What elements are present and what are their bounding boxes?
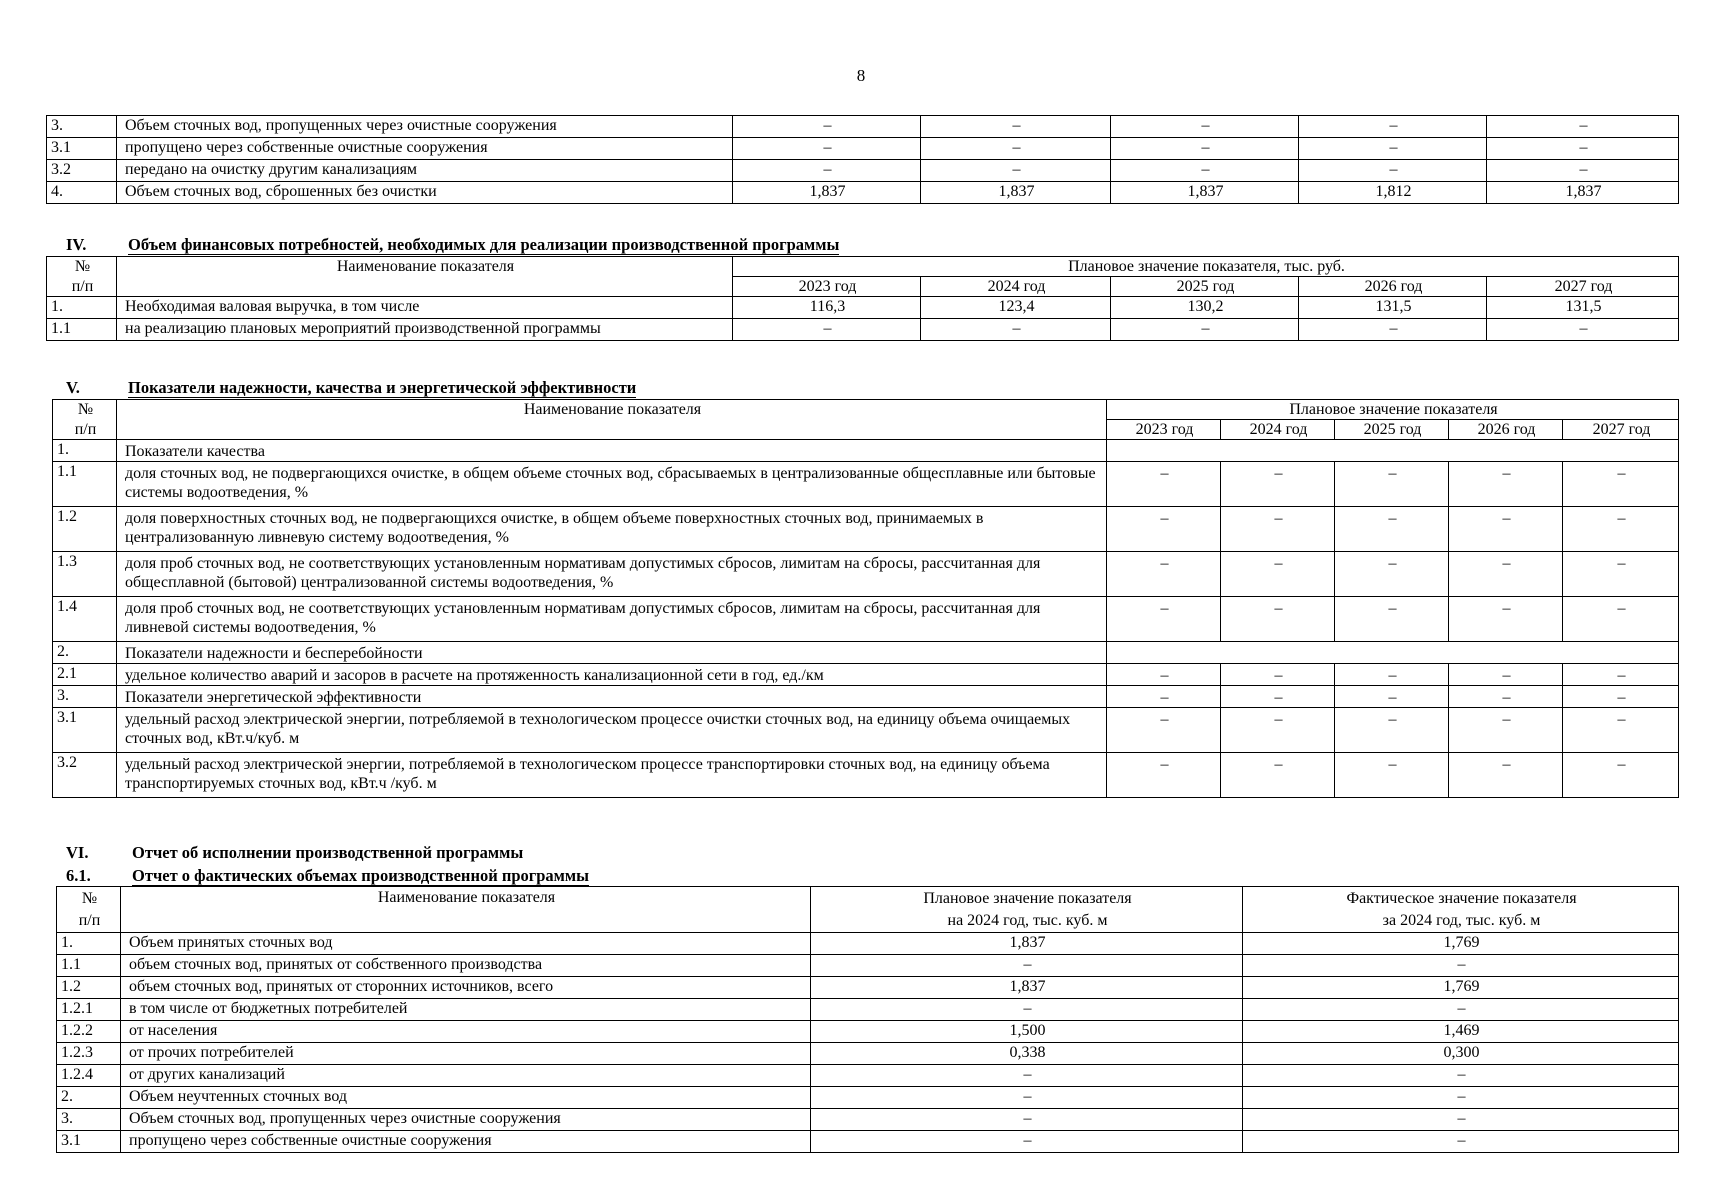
plan-value-cell: 1,837 [811,933,1243,955]
value-cell: – [921,116,1111,138]
value-cell: – [1449,597,1563,642]
row-number: 1.1 [53,462,117,507]
row-number: 1.2.4 [57,1065,121,1087]
value-cell: 131,5 [1487,297,1679,319]
year-header: 2027 год [1487,277,1679,297]
value-cell: – [1563,686,1679,708]
fact-value-cell: – [1243,955,1679,977]
value-cell: – [1563,753,1679,798]
table-row [57,1043,1679,1065]
col-plan-header: Плановое значение показателя [1107,400,1679,420]
row-name: Объем неучтенных сточных вод [121,1087,811,1109]
year-header: 2027 год [1563,420,1679,440]
row-number: 1. [47,297,117,319]
row-name: Показатели энергетической эффективности [117,686,1107,708]
value-cell: – [1335,753,1449,798]
col-num-header [57,887,121,933]
row-name: пропущено через собственные очистные сооружения [117,138,733,160]
row-number: 3.1 [57,1131,121,1153]
col-fact-header [1243,887,1679,933]
row-name: передано на очистку другим канализациям [117,160,733,182]
value-cell: – [1107,708,1221,753]
row-name: Необходимая валовая выручка, в том числе [117,297,733,319]
row-name: Объем сточных вод, пропущенных через очистные сооружения [121,1109,811,1131]
table-row [53,753,1679,798]
row-name: в том числе от бюджетных потребителей [121,999,811,1021]
row-number: 2.1 [53,664,117,686]
value-cell: 1,837 [1487,182,1679,204]
plan-value-cell: 0,338 [811,1043,1243,1065]
fact-value-cell: – [1243,1131,1679,1153]
value-cell: 131,5 [1299,297,1487,319]
row-name: объем сточных вод, принятых от сторонних источников, всего [121,977,811,999]
col-num-header: № [53,400,117,420]
value-cell: – [1563,462,1679,507]
value-cell: – [1449,753,1563,798]
value-cell: – [1335,462,1449,507]
table-row [47,116,1679,138]
value-cell: – [1221,552,1335,597]
row-name: Показатели качества [117,440,1107,462]
value-cell: – [1563,552,1679,597]
plan-value-cell: – [811,999,1243,1021]
value-cell: – [1221,664,1335,686]
table-row [53,440,1679,462]
value-cell: – [1107,462,1221,507]
row-name: доля проб сточных вод, не соответствующих установленным нормативам допустимых сбросов, лимитам на сбросы, рассчитанная для общесплавной (бытовой) централизованной системы водоотведения, % [117,552,1107,597]
col-plan-header [811,887,1243,933]
row-number: 3.2 [47,160,117,182]
value-cell: – [1335,686,1449,708]
row-number: 3. [47,116,117,138]
row-number: 3.1 [53,708,117,753]
value-cell: – [921,319,1111,341]
value-cell: – [733,138,921,160]
row-name: Объем сточных вод, пропущенных через очистные сооружения [117,116,733,138]
value-cell: – [1335,552,1449,597]
value-cell: – [1221,597,1335,642]
row-name: от других канализаций [121,1065,811,1087]
value-cell: – [1487,160,1679,182]
table-row [53,507,1679,552]
col-num-header-line2: п/п [47,277,117,297]
value-cell: – [1449,507,1563,552]
value-cell: – [1335,664,1449,686]
row-number: 2. [57,1087,121,1109]
value-cell: – [1299,319,1487,341]
row-number: 1.2.2 [57,1021,121,1043]
value-cell: – [1107,686,1221,708]
col-num-header: № [47,257,117,277]
table-row [53,552,1679,597]
table-iii-continued [46,115,1679,204]
year-header: 2023 год [733,277,921,297]
row-name: на реализацию плановых мероприятий производственной программы [117,319,733,341]
value-cell: 130,2 [1111,297,1299,319]
col-num-header-line1: № [81,890,98,907]
value-cell: – [1563,597,1679,642]
table-row [47,182,1679,204]
table-row [53,642,1679,664]
year-header: 2026 год [1449,420,1563,440]
row-name: объем сточных вод, принятых от собственного производства [121,955,811,977]
value-cell: – [1449,708,1563,753]
plan-value-cell: – [811,1109,1243,1131]
table-row [57,999,1679,1021]
table-row [53,664,1679,686]
year-header: 2025 год [1111,277,1299,297]
value-cell: – [1299,138,1487,160]
section-v-heading [66,378,866,400]
col-num-header-line2: п/п [53,420,117,440]
row-number: 1. [57,933,121,955]
fact-value-cell: – [1243,1109,1679,1131]
value-cell: – [1487,116,1679,138]
value-cell: – [1449,664,1563,686]
section-title: Отчет об исполнении производственной программы [132,843,524,862]
plan-value-cell: – [811,1087,1243,1109]
value-cell: – [1299,160,1487,182]
value-cell: 1,837 [733,182,921,204]
table-row [57,933,1679,955]
col-fact-header-line1: Фактическое значение показателя [1346,890,1577,907]
table-row [53,597,1679,642]
section-number: V. [66,378,80,397]
value-cell: 1,812 [1299,182,1487,204]
table-row [57,1021,1679,1043]
section-vi-heading [66,843,866,863]
value-cell: 1,837 [921,182,1111,204]
year-header: 2024 год [921,277,1111,297]
row-name: доля сточных вод, не подвергающихся очистке, в общем объеме сточных вод, сбрасываемых в централизованные общесплавные или бытовые системы водоотведения, % [117,462,1107,507]
value-cell: – [1107,753,1221,798]
fact-value-cell: – [1243,1087,1679,1109]
value-cell: – [1449,552,1563,597]
section-title: Показатели надежности, качества и энергетической эффективности [128,378,637,397]
section-title: Объем финансовых потребностей, необходимых для реализации производственной программы [128,235,840,254]
row-number: 1.2 [57,977,121,999]
value-cell: – [1221,686,1335,708]
value-cell: – [921,138,1111,160]
section-number: VI. [66,843,89,862]
value-cell: – [1335,597,1449,642]
value-cell: – [1449,686,1563,708]
row-name: доля поверхностных сточных вод, не подвергающихся очистке, в общем объеме поверхностных сточных вод, принимаемых в централизованную ливневую систему водоотведения, % [117,507,1107,552]
value-cell: – [1563,708,1679,753]
col-name-header: Наименование показателя [117,257,733,277]
value-cell: – [1221,708,1335,753]
value-cell: – [733,116,921,138]
row-number: 1.1 [57,955,121,977]
row-name: Объем принятых сточных вод [121,933,811,955]
value-cell: 123,4 [921,297,1111,319]
col-name-header-cont [117,420,1107,440]
row-number: 1.2.3 [57,1043,121,1065]
row-number: 1.2.1 [57,999,121,1021]
row-number: 3.2 [53,753,117,798]
subsection-title: Отчет о фактических объемах производственной программы [132,866,590,885]
value-cell: – [1111,160,1299,182]
row-name: от прочих потребителей [121,1043,811,1065]
row-number: 4. [47,182,117,204]
row-number: 3. [57,1109,121,1131]
value-cell: – [1221,753,1335,798]
plan-value-cell: – [811,955,1243,977]
value-cell: 116,3 [733,297,921,319]
value-cell: 1,837 [1111,182,1299,204]
empty-values-cell [1107,440,1679,462]
table-row [53,708,1679,753]
value-cell: – [733,319,921,341]
subsection-number: 6.1. [66,866,91,885]
subsection-6-1-heading [66,866,866,888]
empty-values-cell [1107,642,1679,664]
table-row [53,686,1679,708]
page-number: 8 [856,66,866,85]
value-cell: – [1563,507,1679,552]
table-row [57,977,1679,999]
table-row [57,1109,1679,1131]
col-name-header-cont [117,277,733,297]
value-cell: – [1335,507,1449,552]
year-header: 2026 год [1299,277,1487,297]
value-cell: – [1487,138,1679,160]
fact-value-cell: – [1243,999,1679,1021]
col-name-header: Наименование показателя [121,887,811,933]
value-cell: – [1107,664,1221,686]
value-cell: – [1221,462,1335,507]
col-fact-header-line2: за 2024 год, тыс. куб. м [1382,912,1541,929]
table-row [57,955,1679,977]
row-name: удельный расход электрической энергии, потребляемой в технологическом процессе очистки сточных вод, на единицу объема очищаемых сточных вод, кВт.ч/куб. м [117,708,1107,753]
fact-value-cell: 0,300 [1243,1043,1679,1065]
value-cell: – [1107,552,1221,597]
year-header: 2023 год [1107,420,1221,440]
value-cell: – [1107,597,1221,642]
plan-value-cell: 1,500 [811,1021,1243,1043]
col-plan-header-line2: на 2024 год, тыс. куб. м [947,912,1108,929]
table-row [57,1065,1679,1087]
fact-value-cell: 1,769 [1243,933,1679,955]
fact-value-cell: – [1243,1065,1679,1087]
col-num-header-line2: п/п [78,912,101,929]
value-cell: – [921,160,1111,182]
row-number: 3. [53,686,117,708]
table-row [47,297,1679,319]
row-number: 1.2 [53,507,117,552]
value-cell: – [1111,116,1299,138]
table-row [53,462,1679,507]
value-cell: – [1111,319,1299,341]
row-name: Объем сточных вод, сброшенных без очистки [117,182,733,204]
row-number: 1. [53,440,117,462]
value-cell: – [733,160,921,182]
section-number: IV. [66,235,87,254]
row-number: 1.4 [53,597,117,642]
year-header: 2024 год [1221,420,1335,440]
value-cell: – [1111,138,1299,160]
table-row [47,319,1679,341]
col-plan-header: Плановое значение показателя, тыс. руб. [733,257,1679,277]
table-row [47,138,1679,160]
year-header: 2025 год [1335,420,1449,440]
row-number: 1.1 [47,319,117,341]
row-name: пропущено через собственные очистные сооружения [121,1131,811,1153]
table-v [52,399,1679,798]
row-name: удельное количество аварий и засоров в расчете на протяженность канализационной сети в год, ед./км [117,664,1107,686]
row-number: 3.1 [47,138,117,160]
fact-value-cell: 1,469 [1243,1021,1679,1043]
row-name: Показатели надежности и бесперебойности [117,642,1107,664]
value-cell: – [1335,708,1449,753]
value-cell: – [1299,116,1487,138]
value-cell: – [1221,507,1335,552]
value-cell: – [1107,507,1221,552]
col-name-header: Наименование показателя [117,400,1107,420]
row-name: доля проб сточных вод, не соответствующих установленным нормативам допустимых сбросов, лимитам на сбросы, рассчитанная для ливневой системы водоотведения, % [117,597,1107,642]
plan-value-cell: – [811,1131,1243,1153]
row-name: удельный расход электрической энергии, потребляемой в технологическом процессе транспортировки сточных вод, на единицу объема транспортируемых сточных вод, кВт.ч /куб. м [117,753,1107,798]
table-iv [46,256,1679,341]
row-name: от населения [121,1021,811,1043]
fact-value-cell: 1,769 [1243,977,1679,999]
table-vi [56,886,1679,1153]
table-row [47,160,1679,182]
row-number: 2. [53,642,117,664]
value-cell: – [1449,462,1563,507]
row-number: 1.3 [53,552,117,597]
plan-value-cell: 1,837 [811,977,1243,999]
value-cell: – [1563,664,1679,686]
section-iv-heading [66,235,1066,257]
col-plan-header-line1: Плановое значение показателя [923,890,1132,907]
table-row [57,1087,1679,1109]
table-row [57,1131,1679,1153]
plan-value-cell: – [811,1065,1243,1087]
value-cell: – [1487,319,1679,341]
